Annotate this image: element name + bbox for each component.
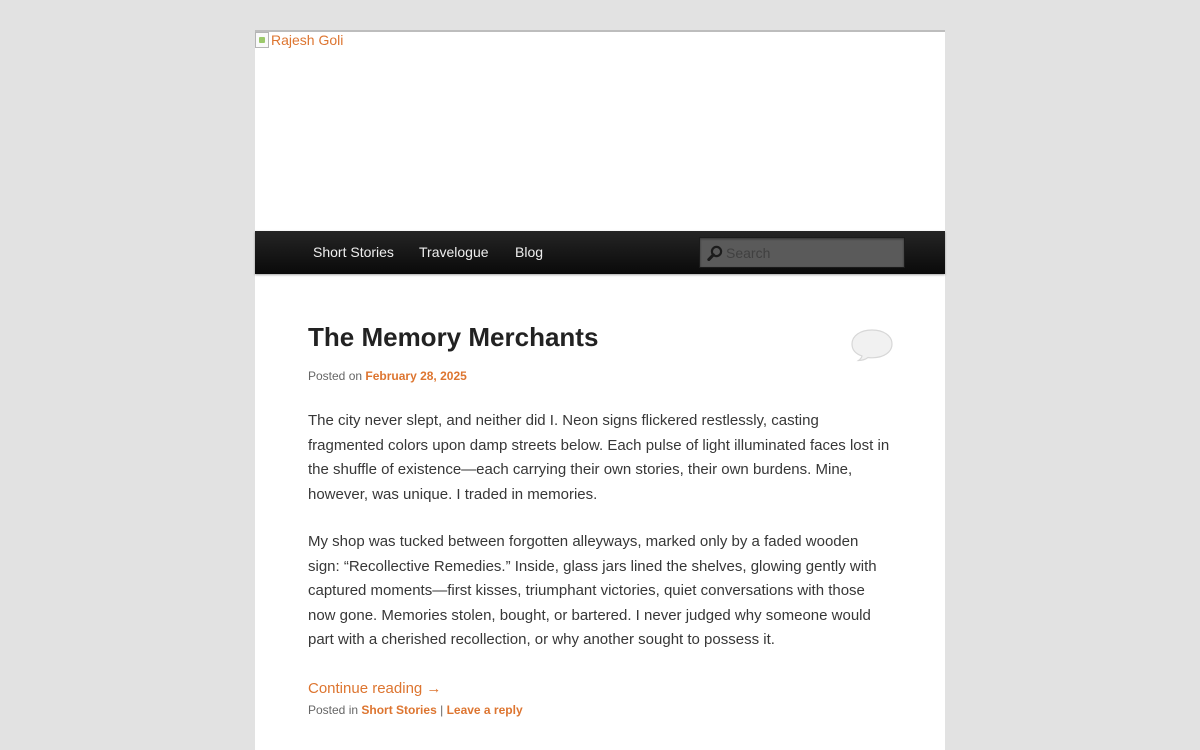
main-navigation xyxy=(255,231,945,274)
search-box[interactable] xyxy=(699,237,905,268)
header-image-alt-text: Rajesh Goli xyxy=(271,32,344,48)
posted-in-label: Posted in xyxy=(308,703,359,717)
nav-item-blog[interactable]: Blog xyxy=(515,244,544,260)
search-icon xyxy=(707,245,723,261)
post-paragraph-1: The city never slept, and neither did I. Neon signs flickered restlessly, casting fragmented colors upon damp streets below. Each pulse of light illuminated faces lost in the shuffle of existence—each carrying their own stories, their own burdens. Mine, however, was unique. I traded in memories. xyxy=(308,412,890,503)
site-header-image-link[interactable] xyxy=(255,32,343,48)
leave-reply-link[interactable]: Leave a reply xyxy=(446,703,523,717)
comment-bubble-icon[interactable] xyxy=(851,328,893,362)
nav-item-short-stories[interactable]: Short Stories xyxy=(313,244,394,260)
post-paragraph-2: My shop was tucked between forgotten alleyways, marked only by a faded wooden sign: “Recollective Remedies.” Inside, glass jars lined the shelves, glowing gently with captured moments—first kisses, triumphant victories, quiet conversations with those now gone. Memories stolen, bought, or bartered. I never judged why someone would part with a cherished recollection, or why another sought to possess it. xyxy=(308,533,877,648)
category-link[interactable]: Short Stories xyxy=(361,703,437,717)
continue-reading-link[interactable]: Continue reading → xyxy=(308,680,442,697)
post-date-link[interactable]: February 28, 2025 xyxy=(365,369,467,383)
post-title-link[interactable]: The Memory Merchants xyxy=(308,322,599,352)
post-footer-meta xyxy=(308,703,523,717)
search-input[interactable] xyxy=(726,241,898,265)
broken-image-icon xyxy=(255,32,269,48)
posted-on-label: Posted on xyxy=(308,369,363,383)
nav-item-travelogue[interactable]: Travelogue xyxy=(419,244,489,260)
page-container xyxy=(255,30,945,750)
meta-separator: | xyxy=(440,703,444,717)
post-meta-date xyxy=(308,369,467,383)
